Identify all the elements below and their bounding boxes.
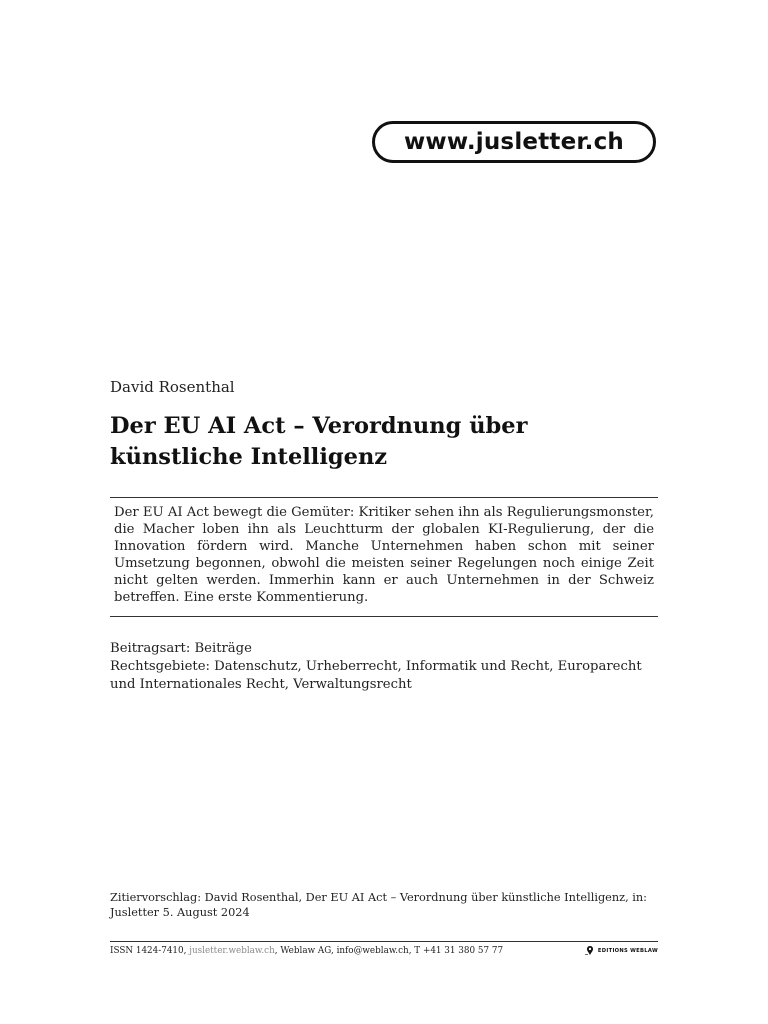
footer-info xyxy=(110,946,503,956)
weblaw-mark-icon xyxy=(585,945,595,956)
contact-text: , Weblaw AG, info@weblaw.ch, T +41 31 380 57 77 xyxy=(274,945,504,956)
footer-divider xyxy=(110,941,658,942)
issn-text: ISSN 1424-7410, xyxy=(110,945,190,956)
jusletter-logo xyxy=(372,121,656,163)
abstract-text: Der EU AI Act bewegt die Gemüter: Kritiker sehen ihn als Regulierungsmonster, die Macher loben ihn als Leuchtturm der globalen KI-Regulierung, der die Innovation fördern wird. Manche Unternehmen haben schon mit seiner Umsetzung begonnen, obwohl die meisten seiner Regelungen noch einige Zeit nicht gelten werden. Immerhin kann er auch Unternehmen in der Schweiz betreffen. Eine erste Kommentierung. xyxy=(114,505,654,605)
rechtsgebiete: Rechtsgebiete: Datenschutz, Urheberrecht, Informatik und Recht, Europarecht und Internationales Recht, Verwaltungsrecht xyxy=(110,659,642,692)
weblaw-logo xyxy=(585,945,658,956)
article-meta xyxy=(110,640,658,694)
publisher-name: EDITIONS WEBLAW xyxy=(597,947,658,954)
page-footer xyxy=(110,945,658,956)
author-name: David Rosenthal xyxy=(110,378,235,396)
beitragsart: Beitragsart: Beiträge xyxy=(110,641,252,656)
abstract-box xyxy=(110,497,658,617)
article-title: Der EU AI Act – Verordnung über künstliche Intelligenz xyxy=(110,413,528,470)
jusletter-link[interactable]: jusletter.weblaw.ch xyxy=(189,945,275,956)
logo-text: www.jusletter.ch xyxy=(403,129,625,155)
citation-suggestion: Zitiervorschlag: David Rosenthal, Der EU AI Act – Verordnung über künstliche Intelligenz, in: Jusletter 5. August 2024 xyxy=(110,891,647,919)
